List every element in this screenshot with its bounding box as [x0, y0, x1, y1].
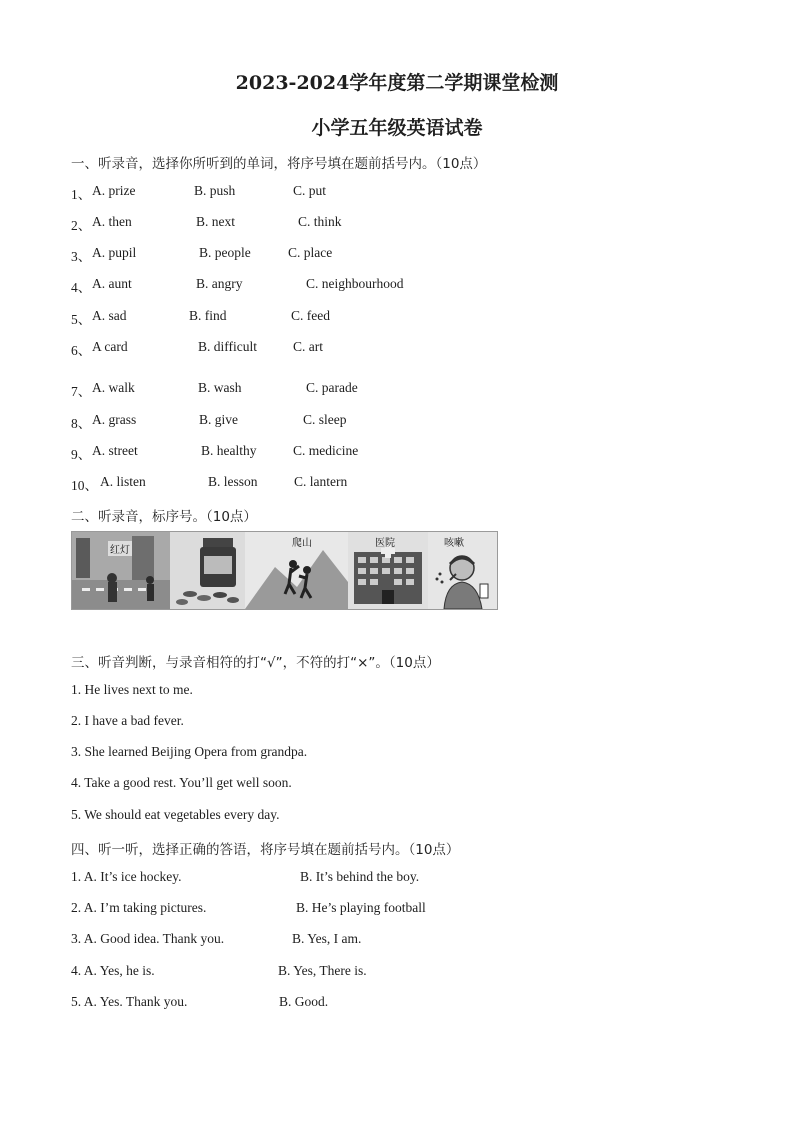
option-b: B. give [199, 412, 238, 427]
option-b: B. He’s playing football [296, 900, 426, 915]
option-c: C. think [298, 214, 342, 229]
option-a: 5. A. Yes. Thank you. [71, 994, 188, 1009]
option-b: B. wash [198, 380, 242, 395]
option-a: 2. A. I’m taking pictures. [71, 900, 207, 915]
option-c: C. neighbourhood [306, 276, 404, 291]
statement-item: 3. She learned Beijing Opera from grandpa. [71, 744, 308, 759]
coughing-picture [428, 532, 497, 609]
option-a: A. grass [92, 412, 137, 427]
medicine-picture [170, 532, 245, 609]
question-number: 7、 [71, 384, 92, 399]
option-a: A. sad [92, 308, 127, 323]
option-a: 4. A. Yes, he is. [71, 963, 155, 978]
question-number: 2、 [71, 218, 92, 233]
option-b: B. next [196, 214, 235, 229]
option-b: B. It’s behind the boy. [300, 869, 420, 884]
option-b: B. Yes, There is. [278, 963, 367, 978]
picture-label: 医院 [375, 538, 395, 549]
picture-label: 爬山 [292, 538, 312, 549]
question-number: 4、 [71, 280, 92, 295]
option-c: C. feed [291, 308, 330, 323]
option-a: A card [92, 339, 128, 354]
option-b: B. difficult [198, 339, 257, 354]
option-b: B. Good. [279, 994, 329, 1009]
option-c: C. parade [306, 380, 358, 395]
option-a: A. listen [100, 474, 146, 489]
section-4-heading: 四、听一听，选择正确的答语，将序号填在题前括号内。（10点） [71, 842, 460, 858]
section-1-heading: 一、听录音，选择你所听到的单词，将序号填在题前括号内。（10点） [71, 156, 487, 172]
question-number: 1、 [71, 187, 92, 202]
option-b: B. Yes, I am. [292, 931, 362, 946]
section-3-heading: 三、听音判断，与录音相符的打“√”，不符的打“×”。（10点） [71, 655, 440, 671]
statement-item: 1. He lives next to me. [71, 682, 193, 697]
option-a: A. aunt [92, 276, 132, 291]
question-number: 6、 [71, 343, 92, 358]
hospital-picture [348, 532, 428, 609]
question-number: 10、 [71, 478, 98, 493]
option-a: 3. A. Good idea. Thank you. [71, 931, 225, 946]
picture-label: 咳嗽 [444, 538, 464, 549]
option-b: B. healthy [201, 443, 257, 458]
option-c: C. place [288, 245, 333, 260]
question-number: 9、 [71, 447, 92, 462]
section-2-heading: 二、听录音，标序号。（10点） [71, 509, 257, 525]
mountain-climbing-picture [245, 532, 348, 609]
statement-item: 5. We should eat vegetables every day. [71, 807, 280, 822]
option-a: A. pupil [92, 245, 137, 260]
exam-subtitle: 小学五年级英语试卷 [311, 117, 483, 139]
option-a: A. then [92, 214, 132, 229]
option-a: A. street [92, 443, 138, 458]
option-b: B. people [199, 245, 251, 260]
traffic-light-scene-picture [72, 532, 170, 609]
question-number: 3、 [71, 249, 92, 264]
statement-item: 4. Take a good rest. You’ll get well soon. [71, 775, 292, 790]
question-number: 5、 [71, 312, 92, 327]
option-a: A. walk [92, 380, 135, 395]
option-a: 1. A. It’s ice hockey. [71, 869, 182, 884]
option-c: C. put [293, 183, 327, 198]
option-c: C. art [293, 339, 323, 354]
option-b: B. angry [196, 276, 243, 291]
option-a: A. prize [92, 183, 136, 198]
option-c: C. medicine [293, 443, 359, 458]
option-c: C. sleep [303, 412, 347, 427]
picture-label: 红灯 [108, 541, 132, 556]
option-b: B. push [194, 183, 236, 198]
picture-strip [71, 531, 498, 610]
option-b: B. lesson [208, 474, 258, 489]
question-number: 8、 [71, 416, 92, 431]
statement-item: 2. I have a bad fever. [71, 713, 184, 728]
exam-title: 2023-2024学年度第二学期课堂检测 [235, 72, 559, 94]
option-c: C. lantern [294, 474, 348, 489]
medicine-bottle-icon [170, 532, 245, 609]
option-b: B. find [189, 308, 227, 323]
